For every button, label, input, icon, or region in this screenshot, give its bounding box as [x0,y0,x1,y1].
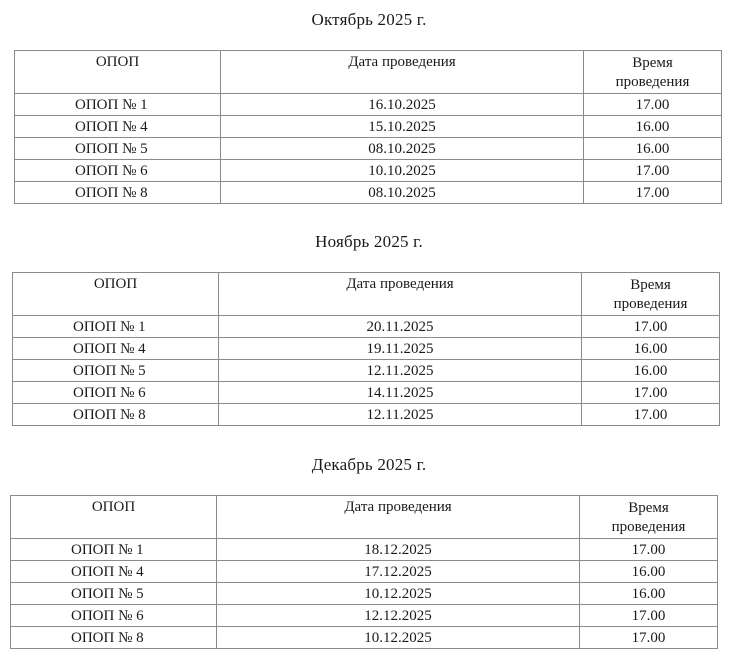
header-opop: ОПОП [11,496,217,539]
table-row [13,382,720,404]
cell-opop: ОПОП № 1 [13,316,219,338]
cell-date: 12.11.2025 [219,404,582,426]
section-title-november: Ноябрь 2025 г. [315,232,423,251]
cell-opop: ОПОП № 6 [13,382,219,404]
table-row [11,561,718,583]
cell-time: 16.00 [584,138,722,160]
cell-time: 16.00 [580,561,718,583]
table-row [13,338,720,360]
cell-date: 10.12.2025 [217,583,580,605]
cell-opop: ОПОП № 4 [13,338,219,360]
table-row [15,116,722,138]
cell-date: 15.10.2025 [221,116,584,138]
cell-opop: ОПОП № 6 [15,160,221,182]
header-time: Время проведения [584,51,722,94]
table-header-row [15,51,722,94]
table-header-row [11,496,718,539]
cell-date: 17.12.2025 [217,561,580,583]
table-row [11,605,718,627]
cell-time: 17.00 [582,382,720,404]
table-row [11,627,718,649]
schedule-table-november [12,272,720,426]
cell-opop: ОПОП № 5 [13,360,219,382]
cell-opop: ОПОП № 5 [11,583,217,605]
cell-opop: ОПОП № 8 [15,182,221,204]
cell-opop: ОПОП № 8 [13,404,219,426]
cell-opop: ОПОП № 1 [11,539,217,561]
cell-date: 12.11.2025 [219,360,582,382]
cell-date: 10.12.2025 [217,627,580,649]
section-title-october: Октябрь 2025 г. [311,10,427,29]
cell-opop: ОПОП № 4 [15,116,221,138]
cell-date: 16.10.2025 [221,94,584,116]
section-title-december: Декабрь 2025 г. [311,455,427,474]
cell-date: 10.10.2025 [221,160,584,182]
cell-date: 19.11.2025 [219,338,582,360]
header-opop: ОПОП [13,273,219,316]
header-date: Дата проведения [221,51,584,94]
cell-time: 17.00 [580,605,718,627]
cell-opop: ОПОП № 4 [11,561,217,583]
cell-time: 17.00 [582,316,720,338]
header-date: Дата проведения [217,496,580,539]
table-row [13,316,720,338]
table-row [11,583,718,605]
cell-opop: ОПОП № 5 [15,138,221,160]
cell-opop: ОПОП № 1 [15,94,221,116]
table-row [15,182,722,204]
cell-date: 08.10.2025 [221,138,584,160]
table-row [11,539,718,561]
cell-date: 08.10.2025 [221,182,584,204]
table-row [13,360,720,382]
cell-time: 16.00 [582,338,720,360]
cell-time: 16.00 [580,583,718,605]
schedule-table-october [14,50,722,204]
cell-date: 18.12.2025 [217,539,580,561]
cell-date: 20.11.2025 [219,316,582,338]
header-time: Время проведения [580,496,718,539]
table-row [13,404,720,426]
cell-opop: ОПОП № 6 [11,605,217,627]
table-header-row [13,273,720,316]
cell-time: 16.00 [584,116,722,138]
cell-time: 17.00 [580,627,718,649]
cell-time: 17.00 [584,160,722,182]
header-time: Время проведения [582,273,720,316]
cell-time: 17.00 [580,539,718,561]
table-row [15,160,722,182]
cell-opop: ОПОП № 8 [11,627,217,649]
header-opop: ОПОП [15,51,221,94]
table-row [15,94,722,116]
cell-time: 17.00 [582,404,720,426]
schedule-table-december [10,495,718,649]
cell-time: 17.00 [584,182,722,204]
cell-time: 16.00 [582,360,720,382]
header-date: Дата проведения [219,273,582,316]
cell-date: 12.12.2025 [217,605,580,627]
cell-date: 14.11.2025 [219,382,582,404]
table-row [15,138,722,160]
cell-time: 17.00 [584,94,722,116]
